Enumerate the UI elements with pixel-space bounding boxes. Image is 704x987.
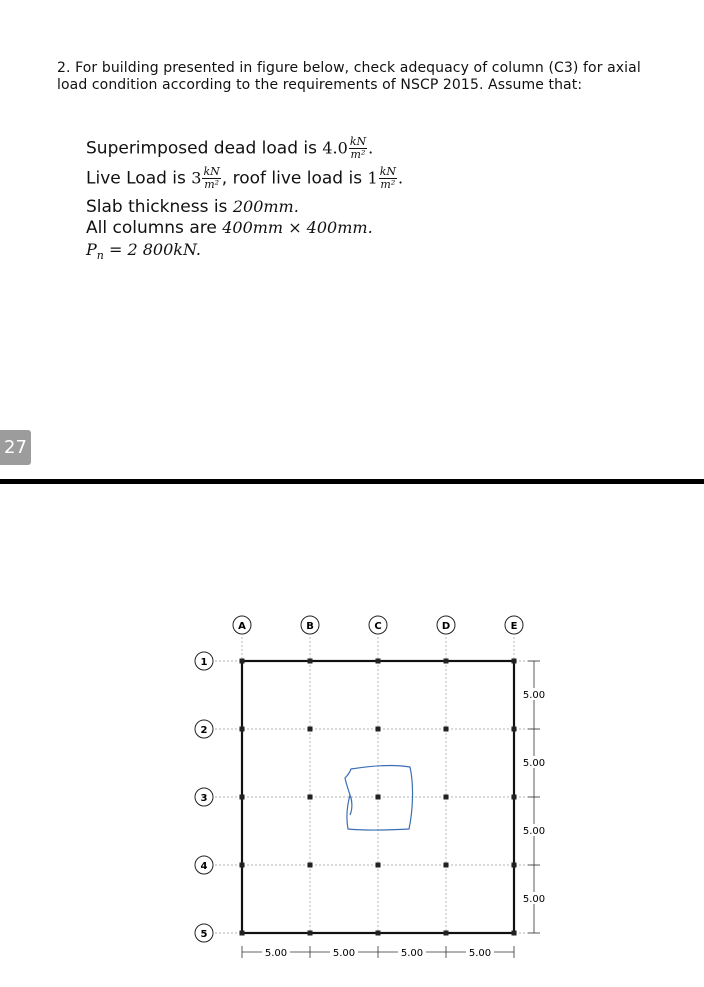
column-A4 — [240, 863, 245, 868]
column-D1 — [444, 659, 449, 664]
dim-horizontal-4: 5.00 — [468, 948, 492, 959]
column-B3 — [308, 795, 313, 800]
grid-label-C: C — [374, 621, 382, 632]
column-B1 — [308, 659, 313, 664]
dim-vertical-4: 5.00 — [522, 894, 546, 905]
dim-horizontal-1: 5.00 — [264, 948, 288, 959]
columns-line: All columns are 400mm × 400mm. — [86, 218, 373, 238]
dim-vertical-2: 5.00 — [522, 758, 546, 769]
grid-label-D: D — [441, 621, 451, 632]
live-load-line: Live Load is 3 $\frac{kN}{\text{m²}}$ , roof live load is 1 $\frac{kN}{\text{m²}}$ . — [86, 165, 404, 191]
column-A5 — [240, 931, 245, 936]
column-C1 — [376, 659, 381, 664]
grid-label-4: 4 — [200, 861, 208, 872]
grid-label-E: E — [510, 621, 518, 632]
column-C2 — [376, 727, 381, 732]
column-E5 — [512, 931, 517, 936]
dim-vertical-3: 5.00 — [522, 826, 546, 837]
column-D5 — [444, 931, 449, 936]
column-A2 — [240, 727, 245, 732]
column-D4 — [444, 863, 449, 868]
unit-fraction: $\frac{kN}{\text{m²}}$ — [379, 165, 396, 191]
dim-horizontal-2: 5.00 — [332, 948, 356, 959]
column-D2 — [444, 727, 449, 732]
column-E1 — [512, 659, 517, 664]
unit-fraction: $\frac{kN}{\text{m²}}$ — [349, 135, 367, 161]
dim-horizontal-3: 5.00 — [400, 948, 424, 959]
column-C3 — [376, 795, 381, 800]
dim-vertical-1: 5.00 — [522, 690, 546, 701]
column-E4 — [512, 863, 517, 868]
slab-line: Slab thickness is 200mm. — [86, 197, 299, 217]
column-A3 — [240, 795, 245, 800]
grid-label-3: 3 — [200, 793, 208, 804]
column-D3 — [444, 795, 449, 800]
unit-fraction: $\frac{kN}{\text{m²}}$ — [203, 165, 220, 191]
grid-label-B: B — [306, 621, 314, 632]
dead-load-line: Superimposed dead load is 4.0 $\frac{kN}{\text{m²}}$ . — [86, 135, 374, 161]
column-C5 — [376, 931, 381, 936]
column-E2 — [512, 727, 517, 732]
column-B5 — [308, 931, 313, 936]
column-E3 — [512, 795, 517, 800]
column-B2 — [308, 727, 313, 732]
grid-label-A: A — [238, 621, 246, 632]
page-number-badge: 27 — [0, 430, 31, 465]
grid-label-5: 5 — [200, 929, 208, 940]
grid-label-1: 1 — [200, 657, 208, 668]
column-B4 — [308, 863, 313, 868]
grid-label-2: 2 — [200, 725, 208, 736]
question-line-2: load condition according to the requirements of NSCP 2015. Assume that: — [57, 77, 583, 93]
question-line-1: 2. For building presented in figure below, check adequacy of column (C3) for axial — [57, 60, 641, 76]
column-A1 — [240, 659, 245, 664]
nominal-strength-line: $P_n = 2$ 800kN. — [86, 240, 201, 263]
column-C4 — [376, 863, 381, 868]
